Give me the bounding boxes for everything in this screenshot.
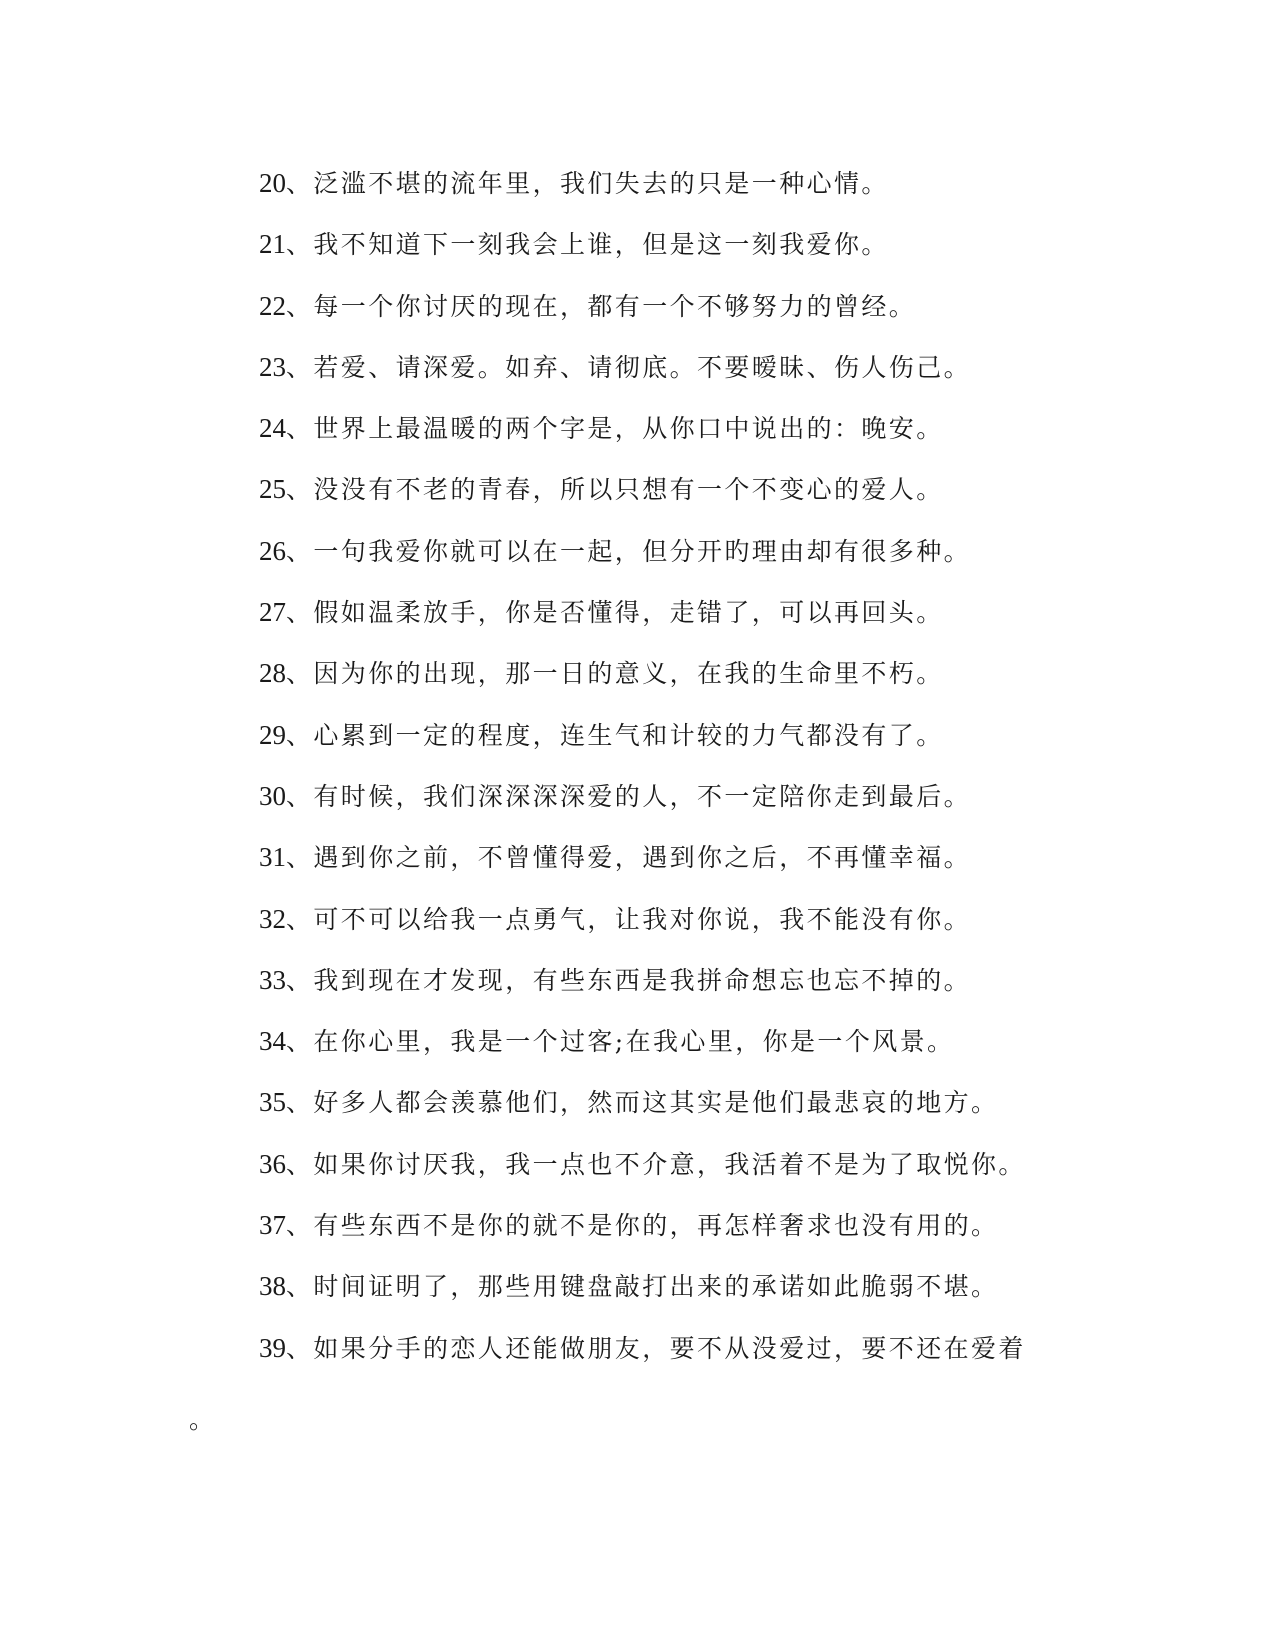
item-text: 、我不知道下一刻我会上谁，但是这一刻我爱你。 [286, 230, 889, 260]
item-number: 34 [259, 1026, 286, 1057]
list-item [259, 1266, 1159, 1327]
item-number: 33 [259, 964, 286, 995]
list-item [259, 408, 1159, 469]
item-number: 24 [259, 413, 286, 444]
item-text: 、我到现在才发现，有些东西是我拼命想忘也忘不掉的。 [286, 965, 972, 995]
item-text: 、若爱、请深爱。如弃、请彻底。不要暧昧、伤人伤己。 [286, 352, 972, 382]
list-item [259, 715, 1159, 776]
list-item [259, 960, 1159, 1021]
list-item [259, 163, 1159, 224]
list-item [259, 1205, 1159, 1266]
list-item [259, 1328, 1159, 1389]
list-item [259, 899, 1159, 960]
item-text: 、有些东西不是你的就不是你的，再怎样奢求也没有用的。 [286, 1211, 999, 1241]
item-text: 、时间证明了，那些用键盘敲打出来的承诺如此脆弱不堪。 [286, 1272, 999, 1302]
item-number: 27 [259, 597, 286, 628]
item-text: 、每一个你讨厌的现在，都有一个不够努力的曾经。 [286, 291, 917, 321]
item-number: 38 [259, 1271, 286, 1302]
item-text: 、因为你的出现，那一日的意义，在我的生命里不朽。 [286, 659, 944, 689]
list-item [259, 1144, 1159, 1205]
item-text: 、没没有不老的青春，所以只想有一个不变心的爱人。 [286, 475, 944, 505]
list-item [259, 1021, 1159, 1082]
item-number: 36 [259, 1148, 286, 1179]
item-text: 、假如温柔放手，你是否懂得，走错了，可以再回头。 [286, 598, 944, 628]
item-number: 30 [259, 780, 286, 811]
item-text: 、遇到你之前，不曾懂得爱，遇到你之后，不再懂幸福。 [286, 843, 972, 873]
item-number: 32 [259, 903, 286, 934]
item-text: 、世界上最温暖的两个字是，从你口中说出的：晚安。 [286, 414, 944, 444]
item-text: 、泛滥不堪的流年里，我们失去的只是一种心情。 [286, 169, 889, 198]
item-number: 31 [259, 842, 286, 873]
list-item [259, 347, 1159, 408]
item-number: 20 [259, 168, 286, 198]
item-text: 、好多人都会羡慕他们，然而这其实是他们最悲哀的地方。 [286, 1088, 999, 1118]
item-number: 37 [259, 1210, 286, 1241]
list-item [259, 1082, 1159, 1143]
list-item [259, 592, 1159, 653]
item-number: 22 [259, 290, 286, 321]
item-text: 、如果你讨厌我，我一点也不介意，我活着不是为了取悦你。 [286, 1149, 1026, 1179]
item-text: 、有时候，我们深深深深爱的人，不一定陪你走到最后。 [286, 781, 972, 811]
list-item [259, 531, 1159, 592]
list-item [259, 653, 1159, 714]
quote-list [259, 163, 1159, 1389]
wrapped-punctuation: 。 [189, 1405, 215, 1434]
item-text: 、一句我爱你就可以在一起，但分开旳理由却有很多种。 [286, 536, 972, 566]
item-number: 39 [259, 1332, 286, 1363]
item-number: 21 [259, 229, 286, 260]
list-item [259, 776, 1159, 837]
item-number: 26 [259, 535, 286, 566]
list-item [259, 837, 1159, 898]
item-text: 、如果分手的恋人还能做朋友，要不从没爱过，要不还在爱着 [286, 1333, 1026, 1363]
list-item [259, 224, 1159, 285]
item-text: 、在你心里，我是一个过客;在我心里，你是一个风景。 [286, 1027, 955, 1057]
item-number: 23 [259, 351, 286, 382]
list-item [259, 469, 1159, 530]
item-number: 25 [259, 474, 286, 505]
item-number: 28 [259, 658, 286, 689]
item-number: 29 [259, 719, 286, 750]
item-text: 、心累到一定的程度，连生气和计较的力气都没有了。 [286, 720, 944, 750]
list-item [259, 286, 1159, 347]
item-number: 35 [259, 1087, 286, 1118]
item-text: 、可不可以给我一点勇气，让我对你说，我不能没有你。 [286, 904, 972, 934]
